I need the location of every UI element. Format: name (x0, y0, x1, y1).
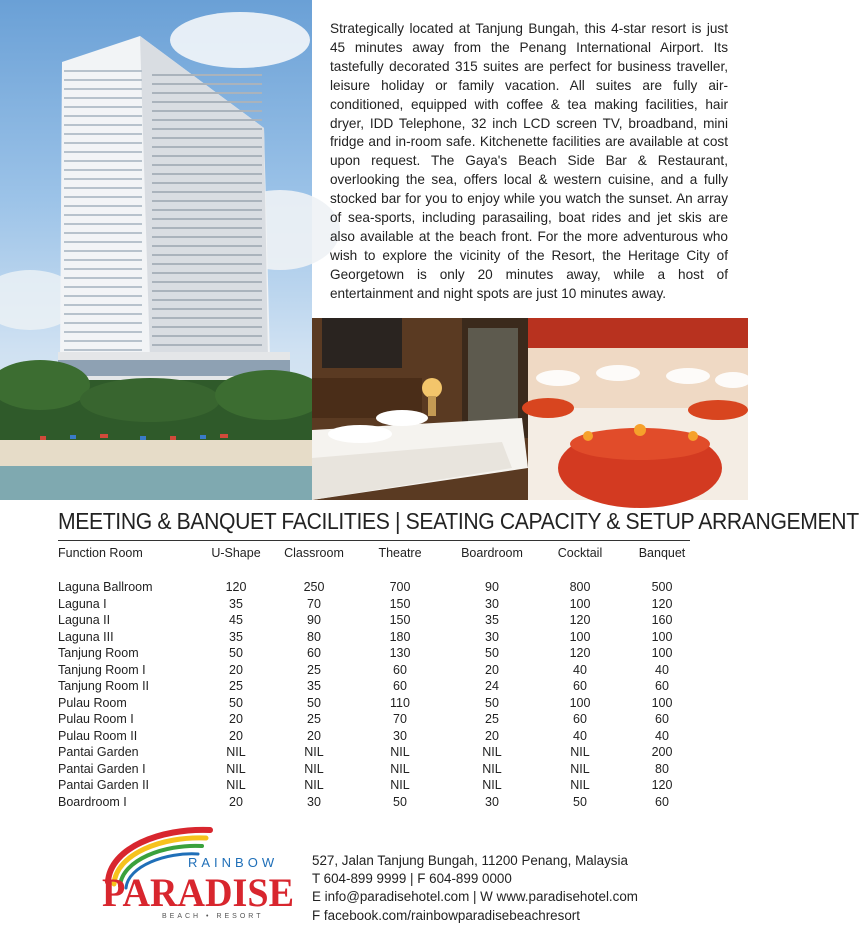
capacity-cell: 60 (573, 712, 587, 726)
facebook-text[interactable]: F facebook.com/rainbowparadisebeachresort (312, 907, 580, 923)
capacity-cell: 120 (651, 778, 673, 792)
capacity-cell: 40 (655, 662, 669, 677)
capacity-cell: NIL (570, 778, 590, 792)
capacity-cell: 20 (307, 728, 321, 743)
capacity-cell: 100 (569, 695, 591, 710)
capacity-cell: NIL (304, 761, 324, 776)
capacity-cell: 30 (485, 629, 499, 644)
tower-balcony-line (64, 250, 142, 252)
capacity-cell: 25 (307, 712, 321, 726)
column-header: Theatre (378, 546, 422, 560)
capacity-cell: NIL (482, 778, 502, 792)
tower-balcony-line (64, 196, 142, 198)
banquet-illustration (528, 318, 748, 500)
tower-balcony-line (64, 349, 142, 351)
tower-balcony-line (152, 218, 262, 220)
function-room-name: Tanjung Room (58, 646, 139, 660)
capacity-cell: 60 (655, 712, 669, 726)
capacity-cell: 50 (485, 695, 499, 710)
email-website-text[interactable]: E info@paradisehotel.com | W www.paradisehotel.com (312, 889, 638, 905)
function-room-name: Boardroom I (58, 794, 127, 809)
function-room-name: Pantai Garden (58, 745, 139, 759)
function-room-name: Laguna Ballroom (58, 580, 153, 594)
tower-balcony-line (152, 290, 262, 292)
capacity-cell: NIL (482, 761, 502, 776)
capacity-cell: 30 (485, 596, 499, 611)
capacity-cell: 90 (307, 613, 321, 627)
column-header: Banquet (638, 546, 686, 560)
address-text: 527, Jalan Tanjung Bungah, 11200 Penang, Malaysia (312, 853, 628, 868)
tower-balcony-line (64, 331, 142, 333)
hotel-tower-illustration (0, 0, 312, 500)
column-header: Cocktail (557, 546, 603, 560)
tower-balcony-line (152, 164, 262, 166)
logo-emblem (100, 820, 300, 920)
capacity-cell: 20 (229, 712, 243, 726)
tower-balcony-line (152, 110, 262, 112)
tower-balcony-line (152, 344, 262, 346)
tower-balcony-line (152, 236, 262, 238)
capacity-cell: 50 (573, 794, 587, 809)
capacity-cell: 60 (393, 662, 407, 677)
capacity-cell: NIL (390, 761, 410, 776)
rainbow-paradise-logo (100, 820, 300, 920)
capacity-cell: 35 (229, 629, 243, 644)
capacity-cell: NIL (482, 745, 502, 759)
capacity-cell: 24 (485, 679, 499, 693)
capacity-cell: 50 (229, 695, 243, 710)
capacity-cell: 70 (393, 712, 407, 726)
tower-balcony-line (64, 241, 142, 243)
tower-balcony-line (64, 142, 142, 144)
function-room-name: Laguna III (58, 629, 114, 644)
tower-balcony-line (64, 133, 142, 135)
function-room-name: Laguna I (58, 596, 107, 611)
hotel-tower-photo (0, 0, 312, 500)
capacity-cell: NIL (226, 745, 246, 759)
capacity-cell: 60 (573, 679, 587, 693)
tower-balcony-line (64, 70, 142, 72)
tower-balcony-line (152, 254, 262, 256)
capacity-cell: NIL (304, 745, 324, 759)
tower-balcony-line (64, 169, 142, 171)
function-room-name: Pantai Garden II (58, 778, 150, 792)
capacity-cell: 30 (485, 794, 499, 809)
capacity-cell: 35 (307, 679, 321, 693)
capacity-cell: 20 (485, 728, 499, 743)
tower-balcony-line (64, 88, 142, 90)
function-room-name: Pulau Room I (58, 712, 134, 726)
column-header: U-Shape (211, 546, 261, 560)
capacity-cell: 30 (307, 794, 321, 809)
tower-balcony-line (152, 308, 262, 310)
capacity-cell: 40 (573, 662, 587, 677)
capacity-cell: 120 (569, 613, 591, 627)
tower-balcony-line (64, 304, 142, 306)
capacity-cell: 200 (651, 745, 673, 759)
tower-balcony-line (64, 286, 142, 288)
function-room-name: Tanjung Room I (58, 662, 146, 677)
intro-paragraph: Strategically located at Tanjung Bungah, this 4-star resort is just 45 minutes away from the Penang International Airport. Its tastefully decorated 315 suites are perfect for business traveller, leisure holiday or family vacation. All suites are fully air-conditioned, equipped with coffee & tea making facilities, hair dryer, IDD Telephone, 32 inch LCD screen TV, broadband, mini fridge and in-room safe. Kitchenette facilities are available at cost upon request. The Gaya's Beach Side Bar & Restaurant, overlooking the sea, offers local & western cuisine, and a fully stocked bar for you to enjoy while you watch the sunset. An array of sea-sports, including parasailing, boat rides and jet skis are also available at the beach front. For the more adventurous who wish to explore the vicinity of the Resort, the Heritage City of Georgetown is only 20 minutes away, while a host of entertainment and night spots are just 10 minutes away. (330, 21, 728, 301)
logo-tagline-text: BEACH • RESORT (162, 913, 264, 920)
banquet-hall-photo (528, 318, 748, 500)
tower-balcony-line (152, 101, 262, 103)
tower-balcony-line (152, 281, 262, 283)
tower-balcony-line (64, 259, 142, 261)
tower-balcony-line (152, 137, 262, 139)
capacity-cell: 90 (485, 580, 499, 594)
capacity-cell: 120 (569, 646, 591, 660)
capacity-cell: NIL (390, 778, 410, 792)
capacity-cell: 60 (393, 679, 407, 693)
column-header: Boardroom (461, 546, 523, 560)
tower-balcony-line (152, 191, 262, 193)
capacity-cell: 120 (651, 596, 673, 611)
capacity-cell: 20 (485, 662, 499, 677)
capacity-cell: 50 (229, 646, 243, 660)
capacity-cell: 25 (307, 662, 321, 677)
capacity-cell: 30 (393, 728, 407, 743)
tower-balcony-line (64, 295, 142, 297)
capacity-cell: 25 (485, 712, 499, 726)
tower-balcony-line (152, 263, 262, 265)
capacity-cell: 20 (229, 794, 243, 809)
tower-balcony-line (64, 187, 142, 189)
capacity-cell: NIL (226, 778, 246, 792)
tower-balcony-line (152, 74, 262, 76)
function-room-name: Laguna II (58, 613, 111, 627)
logo-paradise-text: PARADISE (102, 870, 294, 915)
tower-balcony-line (152, 119, 262, 121)
tower-balcony-line (64, 151, 142, 153)
function-room-name: Pantai Garden I (58, 761, 146, 776)
tower-balcony-line (64, 106, 142, 108)
capacity-cell: 150 (389, 596, 411, 611)
tower-balcony-line (64, 115, 142, 117)
tower-balcony-line (64, 214, 142, 216)
tower-balcony-line (64, 313, 142, 315)
tower-balcony-line (64, 178, 142, 180)
tower-balcony-line (152, 155, 262, 157)
capacity-cell: 40 (655, 728, 669, 743)
capacity-cell: 20 (229, 662, 243, 677)
tower-balcony-line (64, 160, 142, 162)
tower-balcony-line (152, 272, 262, 274)
function-room-name: Tanjung Room II (58, 679, 150, 693)
capacity-cell: 50 (393, 794, 407, 809)
function-room-name: Pulau Room II (58, 728, 138, 743)
capacity-cell: 110 (390, 695, 410, 710)
tower-balcony-line (64, 268, 142, 270)
tower-balcony-line (152, 317, 262, 319)
capacity-cell: 100 (651, 695, 673, 710)
capacity-cell: 60 (307, 646, 321, 660)
capacity-cell: 50 (307, 695, 321, 710)
capacity-cell: 500 (651, 580, 673, 594)
tower-balcony-line (64, 340, 142, 342)
capacity-cell: 80 (655, 761, 669, 776)
capacity-cell: 100 (569, 629, 591, 644)
heading-underline (58, 540, 690, 541)
capacity-cell: NIL (304, 778, 324, 792)
tower-balcony-line (64, 79, 142, 81)
capacity-cell: 35 (229, 596, 243, 611)
facilities-heading: MEETING & BANQUET FACILITIES | SEATING CAPACITY & SETUP ARRANGEMENT (58, 508, 859, 534)
capacity-cell: 60 (655, 794, 669, 809)
capacity-cell: 100 (569, 596, 591, 611)
capacity-cell: 50 (485, 646, 499, 660)
capacity-cell: 70 (307, 596, 321, 611)
capacity-cell: NIL (390, 745, 410, 759)
capacity-cell: NIL (226, 761, 246, 776)
capacity-cell: 120 (225, 580, 247, 594)
tower-balcony-line (152, 227, 262, 229)
tower-balcony-line (152, 146, 262, 148)
capacity-cell: 250 (303, 580, 325, 594)
capacity-cell: 35 (485, 613, 499, 627)
tower-balcony-line (64, 232, 142, 234)
suite-bedroom-photo (312, 318, 528, 500)
capacity-cell: 180 (389, 629, 411, 644)
capacity-cell: 45 (229, 613, 243, 627)
tower-balcony-line (152, 83, 262, 85)
capacity-cell: 100 (651, 629, 673, 644)
capacity-cell: NIL (570, 761, 590, 776)
capacity-cell: 100 (651, 646, 673, 660)
capacity-cell: 60 (655, 679, 669, 693)
bedroom-illustration (312, 318, 528, 500)
tower-balcony-line (152, 173, 262, 175)
capacity-cell: 25 (229, 679, 243, 693)
tower-balcony-line (64, 205, 142, 207)
capacity-cell: 130 (389, 646, 411, 660)
tower-balcony-line (64, 124, 142, 126)
tower-balcony-line (152, 92, 262, 94)
capacity-cell: 150 (389, 613, 411, 627)
capacity-cell: 80 (307, 629, 321, 644)
function-room-name: Pulau Room (58, 695, 127, 710)
capacity-cell: 160 (651, 613, 673, 627)
logo-rainbow-text: RAINBOW (188, 855, 279, 870)
column-header: Classroom (284, 546, 344, 560)
phone-fax-text: T 604-899 9999 | F 604-899 0000 (312, 871, 512, 887)
tower-balcony-line (152, 245, 262, 247)
tower-balcony-line (64, 277, 142, 279)
capacity-cell: 700 (389, 580, 411, 594)
tower-balcony-line (152, 182, 262, 184)
tower-balcony-line (152, 326, 262, 328)
tower-balcony-line (64, 322, 142, 324)
tower-balcony-line (64, 97, 142, 99)
tower-balcony-line (152, 200, 262, 202)
tower-balcony-line (152, 335, 262, 337)
tower-balcony-line (152, 209, 262, 211)
capacity-cell: 20 (229, 728, 243, 743)
contact-block (312, 852, 638, 925)
capacity-cell: 40 (573, 728, 587, 743)
tower-balcony-line (152, 299, 262, 301)
capacity-cell: NIL (570, 745, 590, 759)
capacity-cell: 800 (569, 580, 591, 594)
tower-balcony-line (152, 128, 262, 130)
column-header: Function Room (58, 546, 143, 560)
tower-balcony-line (64, 223, 142, 225)
